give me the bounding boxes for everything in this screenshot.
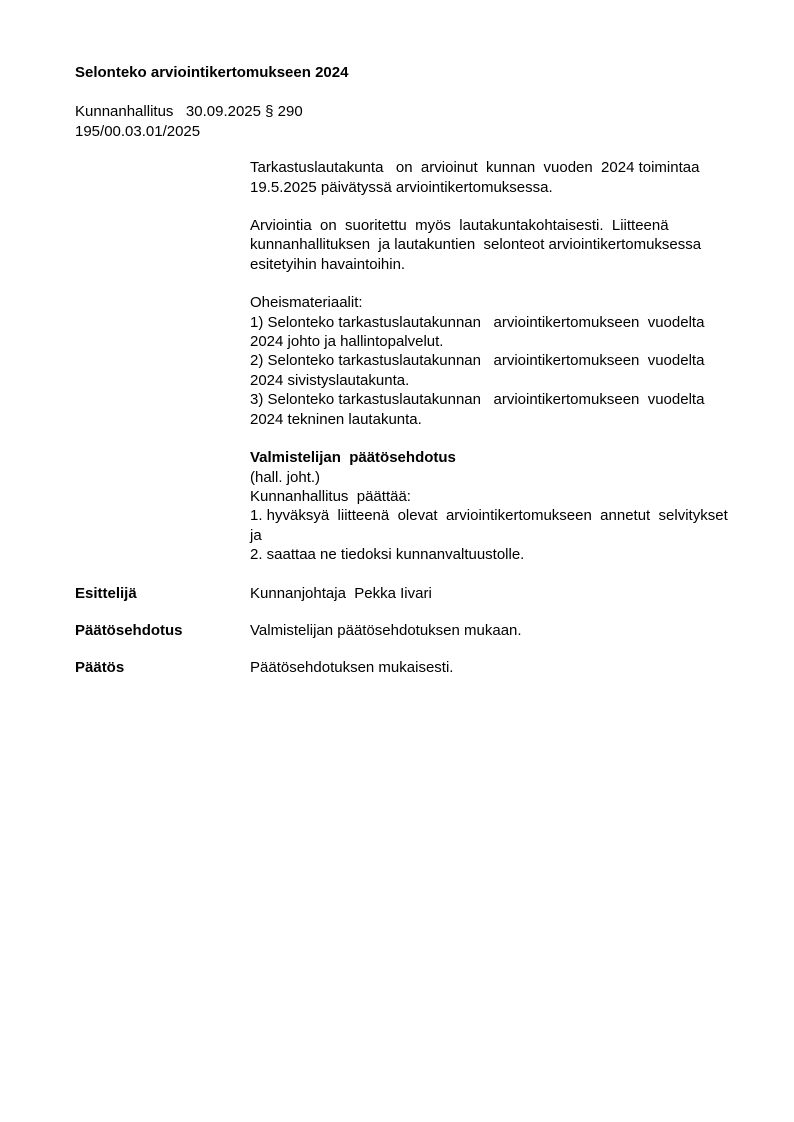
committee-reports-line-1: Arviointia on suoritettu myös lautakuntakohtaisesti. Liitteenä: [250, 217, 669, 235]
presenter-label: Esittelijä: [75, 584, 137, 602]
attachment-item-3-line-2: 2024 tekninen lautakunta.: [250, 410, 422, 428]
decision-proposal-value: Valmistelijan päätösehdotuksen mukaan.: [250, 621, 522, 639]
decision-row: [75, 658, 738, 677]
attachment-item-1-line-2: 2024 johto ja hallintopalvelut.: [250, 333, 444, 351]
proposal-heading: Valmistelijan päätösehdotus: [250, 449, 456, 467]
paragraph-attachments: [250, 293, 750, 429]
committee-reports-line-2: kunnanhallituksen ja lautakuntien selonteot arviointikertomuksessa: [250, 236, 702, 254]
committee-reports-line-3: esitetyihin havaintoihin.: [250, 255, 406, 273]
proposal-item-2: 2. saattaa ne tiedoksi kunnanvaltuustolle.: [250, 546, 525, 564]
presenter-row: [75, 584, 738, 603]
assessment-line-1: Tarkastuslautakunta on arvioinut kunnan vuoden 2024 toimintaa: [250, 159, 700, 177]
proposal-item-1-continuation: ja: [250, 526, 262, 544]
proposal-preparer: (hall. joht.): [250, 468, 321, 486]
document-header: [75, 102, 738, 141]
attachment-item-1-line-1: 1) Selonteko tarkastuslautakunnan arviointikertomukseen vuodelta: [250, 313, 705, 331]
decision-proposal-row: [75, 621, 738, 640]
document-body: [250, 158, 750, 564]
decision-value: Päätösehdotuksen mukaisesti.: [250, 659, 454, 677]
proposal-item-1: 1. hyväksyä liitteenä olevat arviointikertomukseen annetut selvitykset: [250, 507, 728, 525]
attachment-item-3-line-1: 3) Selonteko tarkastuslautakunnan arviointikertomukseen vuodelta: [250, 391, 705, 409]
attachment-item-2-line-1: 2) Selonteko tarkastuslautakunnan arviointikertomukseen vuodelta: [250, 352, 705, 370]
assessment-line-2: 19.5.2025 päivätyssä arviointikertomuksessa.: [250, 178, 553, 196]
diary-number: 195/00.03.01/2025: [75, 122, 201, 140]
decision-rows: [75, 584, 738, 678]
paragraph-assessment: [250, 158, 750, 197]
presenter-value: Kunnanjohtaja Pekka Iivari: [250, 584, 432, 602]
decision-proposal-label: Päätösehdotus: [75, 621, 183, 639]
decision-label: Päätös: [75, 659, 125, 677]
document-title: Selonteko arviointikertomukseen 2024: [75, 64, 349, 81]
attachments-heading-line: Oheismateriaalit:: [250, 294, 363, 312]
proposal-decides-line: Kunnanhallitus päättää:: [250, 487, 411, 505]
paragraph-proposal: [250, 448, 750, 564]
committee-meeting-line: Kunnanhallitus 30.09.2025 § 290: [75, 103, 303, 121]
paragraph-committee-reports: [250, 216, 750, 274]
attachment-item-2-line-2: 2024 sivistyslautakunta.: [250, 371, 410, 389]
